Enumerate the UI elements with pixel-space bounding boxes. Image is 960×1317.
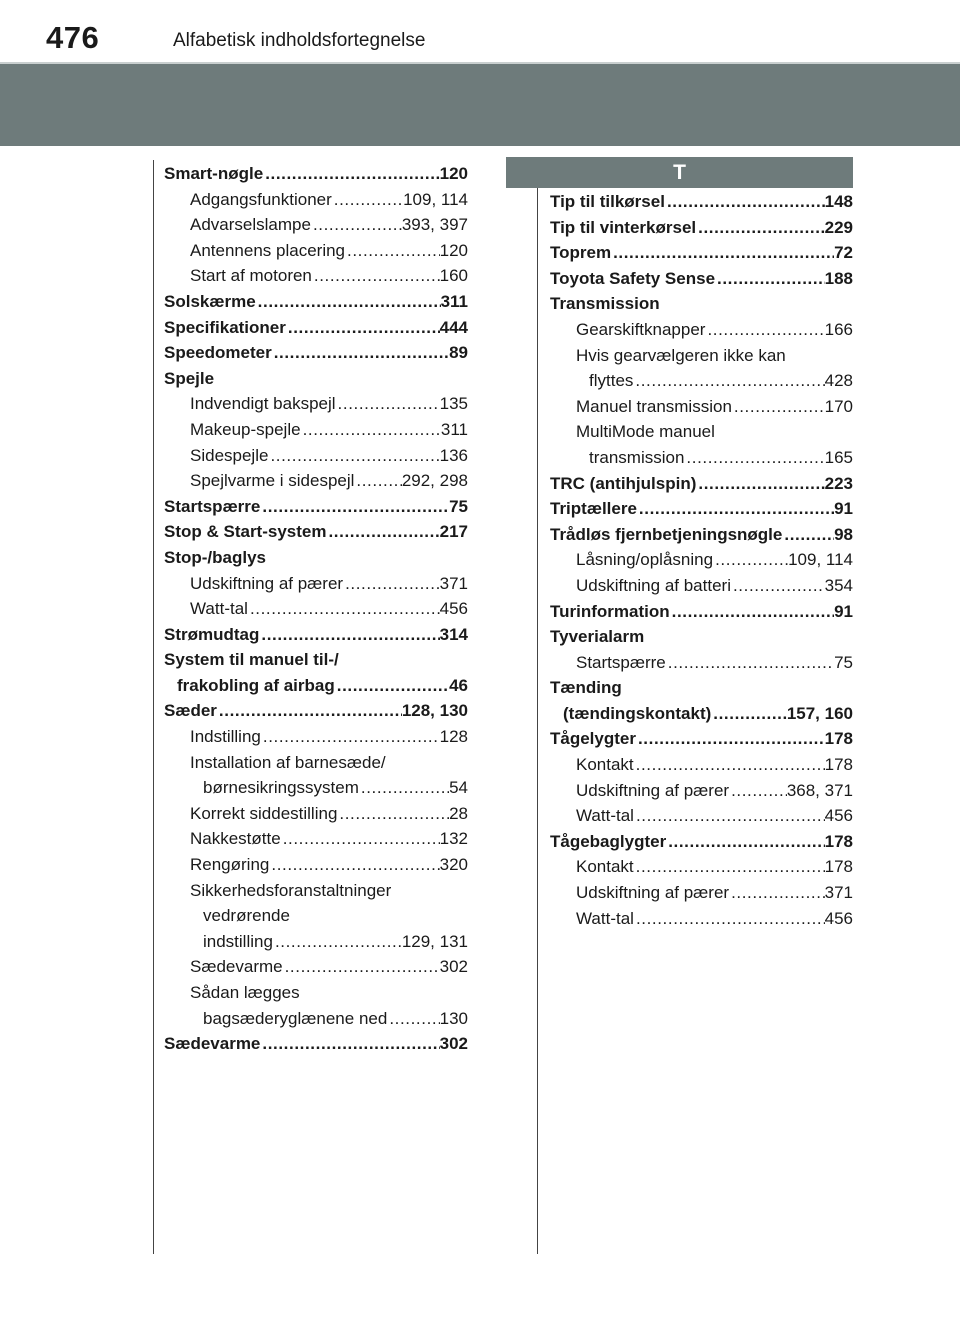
entry-page-ref: 223 <box>824 473 853 493</box>
entry-page-ref: 170 <box>824 396 853 416</box>
entry-page-ref: 89 <box>449 343 468 363</box>
dot-leader <box>665 189 825 215</box>
entry-term: Installation af barnesæde/ <box>190 752 386 772</box>
dot-leader <box>713 547 788 573</box>
index-entry <box>164 596 468 622</box>
entry-page-ref: 166 <box>824 319 853 339</box>
index-entry <box>550 266 853 292</box>
entry-term: Rengøring <box>190 855 270 875</box>
entry-term: Stop-/baglys <box>164 547 267 567</box>
index-entry <box>164 238 468 264</box>
index-entry <box>164 903 468 929</box>
index-entry <box>550 240 853 266</box>
index-entry <box>164 391 468 417</box>
entry-page-ref: 160 <box>439 266 468 286</box>
entry-page-ref: 428 <box>824 371 853 391</box>
entry-page-ref: 311 <box>440 419 468 439</box>
index-entry <box>164 647 468 673</box>
entry-page-ref: 188 <box>824 268 853 288</box>
dot-leader <box>696 471 824 497</box>
index-entry <box>164 519 468 545</box>
entry-term: Triptællere <box>550 499 637 519</box>
index-entry <box>550 752 853 778</box>
entry-term: indstilling <box>203 931 273 951</box>
entry-page-ref: 157, 160 <box>786 703 853 723</box>
entry-page-ref: 320 <box>439 855 468 875</box>
entry-term: System til manuel til-/ <box>164 650 339 670</box>
index-entry <box>550 471 853 497</box>
dot-leader <box>637 496 834 522</box>
index-entry <box>550 496 853 522</box>
entry-term: Indstilling <box>190 727 261 747</box>
index-entry <box>550 317 853 343</box>
dot-leader <box>343 571 440 597</box>
dot-leader <box>259 622 439 648</box>
right-column-rule <box>537 160 538 1254</box>
entry-term: Tågelygter <box>550 729 636 749</box>
index-entry <box>550 215 853 241</box>
dot-leader <box>705 317 824 343</box>
entry-page-ref: 178 <box>824 857 853 877</box>
index-entry <box>164 366 468 392</box>
entry-page-ref: 109, 114 <box>788 550 853 570</box>
dot-leader <box>359 775 449 801</box>
entry-term: Watt-tal <box>576 806 634 826</box>
dot-leader <box>611 240 834 266</box>
entry-term: Tip til tilkørsel <box>550 192 665 211</box>
dot-leader <box>634 906 825 932</box>
index-entry <box>164 724 468 750</box>
page-header <box>0 0 960 62</box>
entry-term: Sikkerhedsforanstaltninger <box>190 880 392 900</box>
index-entry <box>164 622 468 648</box>
entry-term: Trådløs fjernbetjeningsnøgle <box>550 524 783 544</box>
dot-leader <box>256 289 441 315</box>
index-entry <box>164 673 468 699</box>
entry-page-ref: 130 <box>439 1008 468 1028</box>
index-entry <box>164 775 468 801</box>
entry-term: Antennens placering <box>190 240 346 260</box>
entry-term: Strømudtag <box>164 624 260 644</box>
entry-term: Udskiftning af pærer <box>576 780 730 800</box>
entry-term: Advarselslampe <box>190 215 311 235</box>
entry-page-ref: 393, 397 <box>401 215 468 235</box>
entry-term: flyttes <box>589 371 634 391</box>
index-entry <box>550 599 853 625</box>
index-entry <box>164 315 468 341</box>
dot-leader <box>261 724 440 750</box>
index-entry <box>164 443 468 469</box>
dot-leader <box>217 698 402 724</box>
index-entry <box>550 701 853 727</box>
dot-leader <box>731 573 825 599</box>
index-entry <box>550 394 853 420</box>
index-entry <box>550 522 853 548</box>
entry-page-ref: 165 <box>824 447 853 467</box>
entry-page-ref: 354 <box>824 575 853 595</box>
entry-term: frakobling af airbag <box>177 675 335 695</box>
dot-leader <box>684 445 824 471</box>
index-entry <box>164 878 468 904</box>
index-entry <box>164 545 468 571</box>
entry-term: Manuel transmission <box>576 396 732 416</box>
index-entry <box>164 212 468 238</box>
entry-term: Korrekt siddestilling <box>190 803 338 823</box>
entry-term: MultiMode manuel <box>576 422 715 442</box>
entry-term: Spejle <box>164 368 215 388</box>
index-entry <box>550 880 853 906</box>
entry-page-ref: 128, 130 <box>401 701 468 721</box>
entry-page-ref: 178 <box>824 729 853 749</box>
entry-page-ref: 456 <box>439 599 468 619</box>
dot-leader <box>633 368 824 394</box>
entry-page-ref: 128 <box>439 727 468 747</box>
section-letter-header: T <box>506 157 853 188</box>
entry-term: Turinformation <box>550 601 670 621</box>
index-entry <box>550 650 853 676</box>
index-entry <box>550 829 853 855</box>
entry-term: Tyverialarm <box>550 627 645 647</box>
entry-page-ref: 178 <box>824 755 853 775</box>
dot-leader <box>283 954 440 980</box>
index-entry <box>164 1031 468 1057</box>
entry-term: Makeup-spejle <box>190 419 301 439</box>
entry-term: Speedometer <box>164 343 272 363</box>
entry-page-ref: 91 <box>834 601 853 621</box>
entry-page-ref: 444 <box>439 317 468 337</box>
index-entry <box>164 826 468 852</box>
entry-term: Tænding <box>550 678 622 698</box>
entry-term: Solskærme <box>164 291 256 311</box>
entry-page-ref: 91 <box>834 499 853 519</box>
index-entry <box>550 547 853 573</box>
index-entry <box>550 368 853 394</box>
dot-leader <box>387 1006 439 1032</box>
entry-page-ref: 28 <box>449 803 468 823</box>
entry-page-ref: 109, 114 <box>403 189 468 209</box>
index-entry <box>164 954 468 980</box>
dot-leader <box>711 701 787 727</box>
entry-term: TRC (antihjulspin) <box>550 473 697 493</box>
entry-term: bagsæderyglænene ned <box>203 1008 388 1028</box>
entry-term: transmission <box>589 447 685 467</box>
entry-term: (tændingskontakt) <box>563 703 712 723</box>
entry-term: Sæder <box>164 701 217 721</box>
entry-term: Sædevarme <box>164 1034 261 1054</box>
index-entry <box>550 675 853 701</box>
entry-page-ref: 314 <box>439 624 468 644</box>
entry-page-ref: 371 <box>824 883 853 903</box>
dot-leader <box>301 417 441 443</box>
entry-page-ref: 292, 298 <box>401 471 468 491</box>
dot-leader <box>782 522 834 548</box>
index-right-column <box>550 189 853 931</box>
entry-term: Udskiftning af batteri <box>576 575 731 595</box>
dot-leader <box>345 238 440 264</box>
entry-page-ref: 456 <box>824 908 853 928</box>
entry-page-ref: 75 <box>449 496 468 516</box>
entry-term: Udskiftning af pærer <box>190 573 344 593</box>
entry-page-ref: 178 <box>824 831 853 851</box>
entry-page-ref: 129, 131 <box>401 931 468 951</box>
entry-term: Låsning/oplåsning <box>576 550 714 570</box>
entry-term: Hvis gearvælgeren ikke kan <box>576 345 786 365</box>
dot-leader <box>337 801 449 827</box>
entry-page-ref: 46 <box>449 675 468 695</box>
index-entry <box>164 289 468 315</box>
index-entry <box>550 291 853 317</box>
dot-leader <box>260 494 449 520</box>
entry-page-ref: 136 <box>439 445 468 465</box>
dot-leader <box>634 803 825 829</box>
dot-leader <box>666 650 834 676</box>
dot-leader <box>263 161 439 187</box>
index-entry <box>164 571 468 597</box>
dot-leader <box>729 880 825 906</box>
index-entry <box>550 803 853 829</box>
entry-term: Stop & Start-system <box>164 522 327 542</box>
entry-term: Gearskiftknapper <box>576 319 706 339</box>
dot-leader <box>326 519 439 545</box>
entry-page-ref: 120 <box>439 240 468 260</box>
entry-term: Kontakt <box>576 857 634 877</box>
entry-term: Sidespejle <box>190 445 269 465</box>
entry-term: Startspærre <box>164 496 261 516</box>
entry-term: Adgangsfunktioner <box>190 189 332 209</box>
dot-leader <box>248 596 440 622</box>
entry-page-ref: 456 <box>824 806 853 826</box>
dot-leader <box>269 852 439 878</box>
entry-page-ref: 302 <box>439 1034 468 1054</box>
index-entry <box>550 573 853 599</box>
index-entry <box>550 419 853 445</box>
index-entry <box>550 445 853 471</box>
dot-leader <box>336 391 440 417</box>
dot-leader <box>311 212 402 238</box>
entry-page-ref: 217 <box>439 522 468 542</box>
dot-leader <box>666 829 824 855</box>
entry-page-ref: 302 <box>439 957 468 977</box>
left-column-rule <box>153 160 154 1254</box>
entry-page-ref: 132 <box>439 829 468 849</box>
index-entry <box>550 906 853 932</box>
entry-term: Tågebaglygter <box>550 831 667 851</box>
entry-term: Toyota Safety Sense <box>550 268 716 288</box>
index-entry <box>164 494 468 520</box>
index-entry <box>550 624 853 650</box>
dot-leader <box>260 1031 439 1057</box>
entry-page-ref: 135 <box>439 394 468 414</box>
header-band <box>0 62 960 146</box>
dot-leader <box>696 215 825 241</box>
dot-leader <box>634 854 825 880</box>
entry-term: Udskiftning af pærer <box>576 883 730 903</box>
index-left-column <box>164 161 468 1057</box>
page-number: 476 <box>46 20 100 55</box>
index-entry <box>164 417 468 443</box>
index-entry <box>164 468 468 494</box>
index-entry <box>164 340 468 366</box>
entry-term: Spejlvarme i sidespejl <box>190 471 355 491</box>
page-title: Alfabetisk indholdsfortegnelse <box>173 30 426 51</box>
entry-term: Transmission <box>550 294 660 314</box>
entry-page-ref: 98 <box>834 524 853 544</box>
index-entry <box>550 726 853 752</box>
entry-term: Tip til vinterkørsel <box>550 217 697 237</box>
entry-term: Sædevarme <box>190 957 283 977</box>
entry-page-ref: 311 <box>440 291 468 311</box>
dot-leader <box>670 599 834 625</box>
entry-term: Startspærre <box>576 652 666 672</box>
dot-leader <box>281 826 440 852</box>
entry-page-ref: 120 <box>439 164 468 183</box>
entry-page-ref: 54 <box>449 778 468 798</box>
dot-leader <box>272 340 449 366</box>
index-entry <box>164 801 468 827</box>
index-entry <box>164 852 468 878</box>
index-entry <box>164 750 468 776</box>
dot-leader <box>354 468 401 494</box>
dot-leader <box>634 752 825 778</box>
index-entry <box>164 1006 468 1032</box>
index-entry <box>550 854 853 880</box>
index-entry <box>550 343 853 369</box>
dot-leader <box>636 726 825 752</box>
entry-page-ref: 229 <box>824 217 853 237</box>
dot-leader <box>729 778 787 804</box>
entry-term: Nakkestøtte <box>190 829 281 849</box>
index-entry <box>164 698 468 724</box>
index-entry <box>164 263 468 289</box>
dot-leader <box>273 929 402 955</box>
dot-leader <box>268 443 439 469</box>
entry-term: Watt-tal <box>190 599 248 619</box>
index-entry <box>164 161 468 187</box>
entry-term: Specifikationer <box>164 317 286 337</box>
index-entry <box>164 187 468 213</box>
entry-term: Sådan lægges <box>190 983 300 1002</box>
entry-term: Kontakt <box>576 755 634 775</box>
entry-page-ref: 368, 371 <box>786 780 853 800</box>
dot-leader <box>332 187 403 213</box>
entry-page-ref: 72 <box>834 243 853 263</box>
entry-term: Toprem <box>550 243 612 263</box>
dot-leader <box>715 266 825 292</box>
entry-term: Indvendigt bakspejl <box>190 394 336 414</box>
entry-page-ref: 148 <box>824 192 853 211</box>
entry-page-ref: 75 <box>834 652 853 672</box>
index-entry <box>164 929 468 955</box>
index-entry <box>550 778 853 804</box>
entry-term: børnesikringssystem <box>203 778 359 798</box>
dot-leader <box>732 394 825 420</box>
entry-page-ref: 371 <box>439 573 468 593</box>
entry-term: Watt-tal <box>576 908 634 928</box>
dot-leader <box>335 673 449 699</box>
dot-leader <box>312 263 440 289</box>
entry-term: vedrørende <box>203 906 290 926</box>
entry-term: Smart-nøgle <box>164 164 264 183</box>
index-entry <box>550 189 853 215</box>
dot-leader <box>286 315 440 341</box>
index-entry <box>164 980 468 1006</box>
entry-term: Start af motoren <box>190 266 312 286</box>
